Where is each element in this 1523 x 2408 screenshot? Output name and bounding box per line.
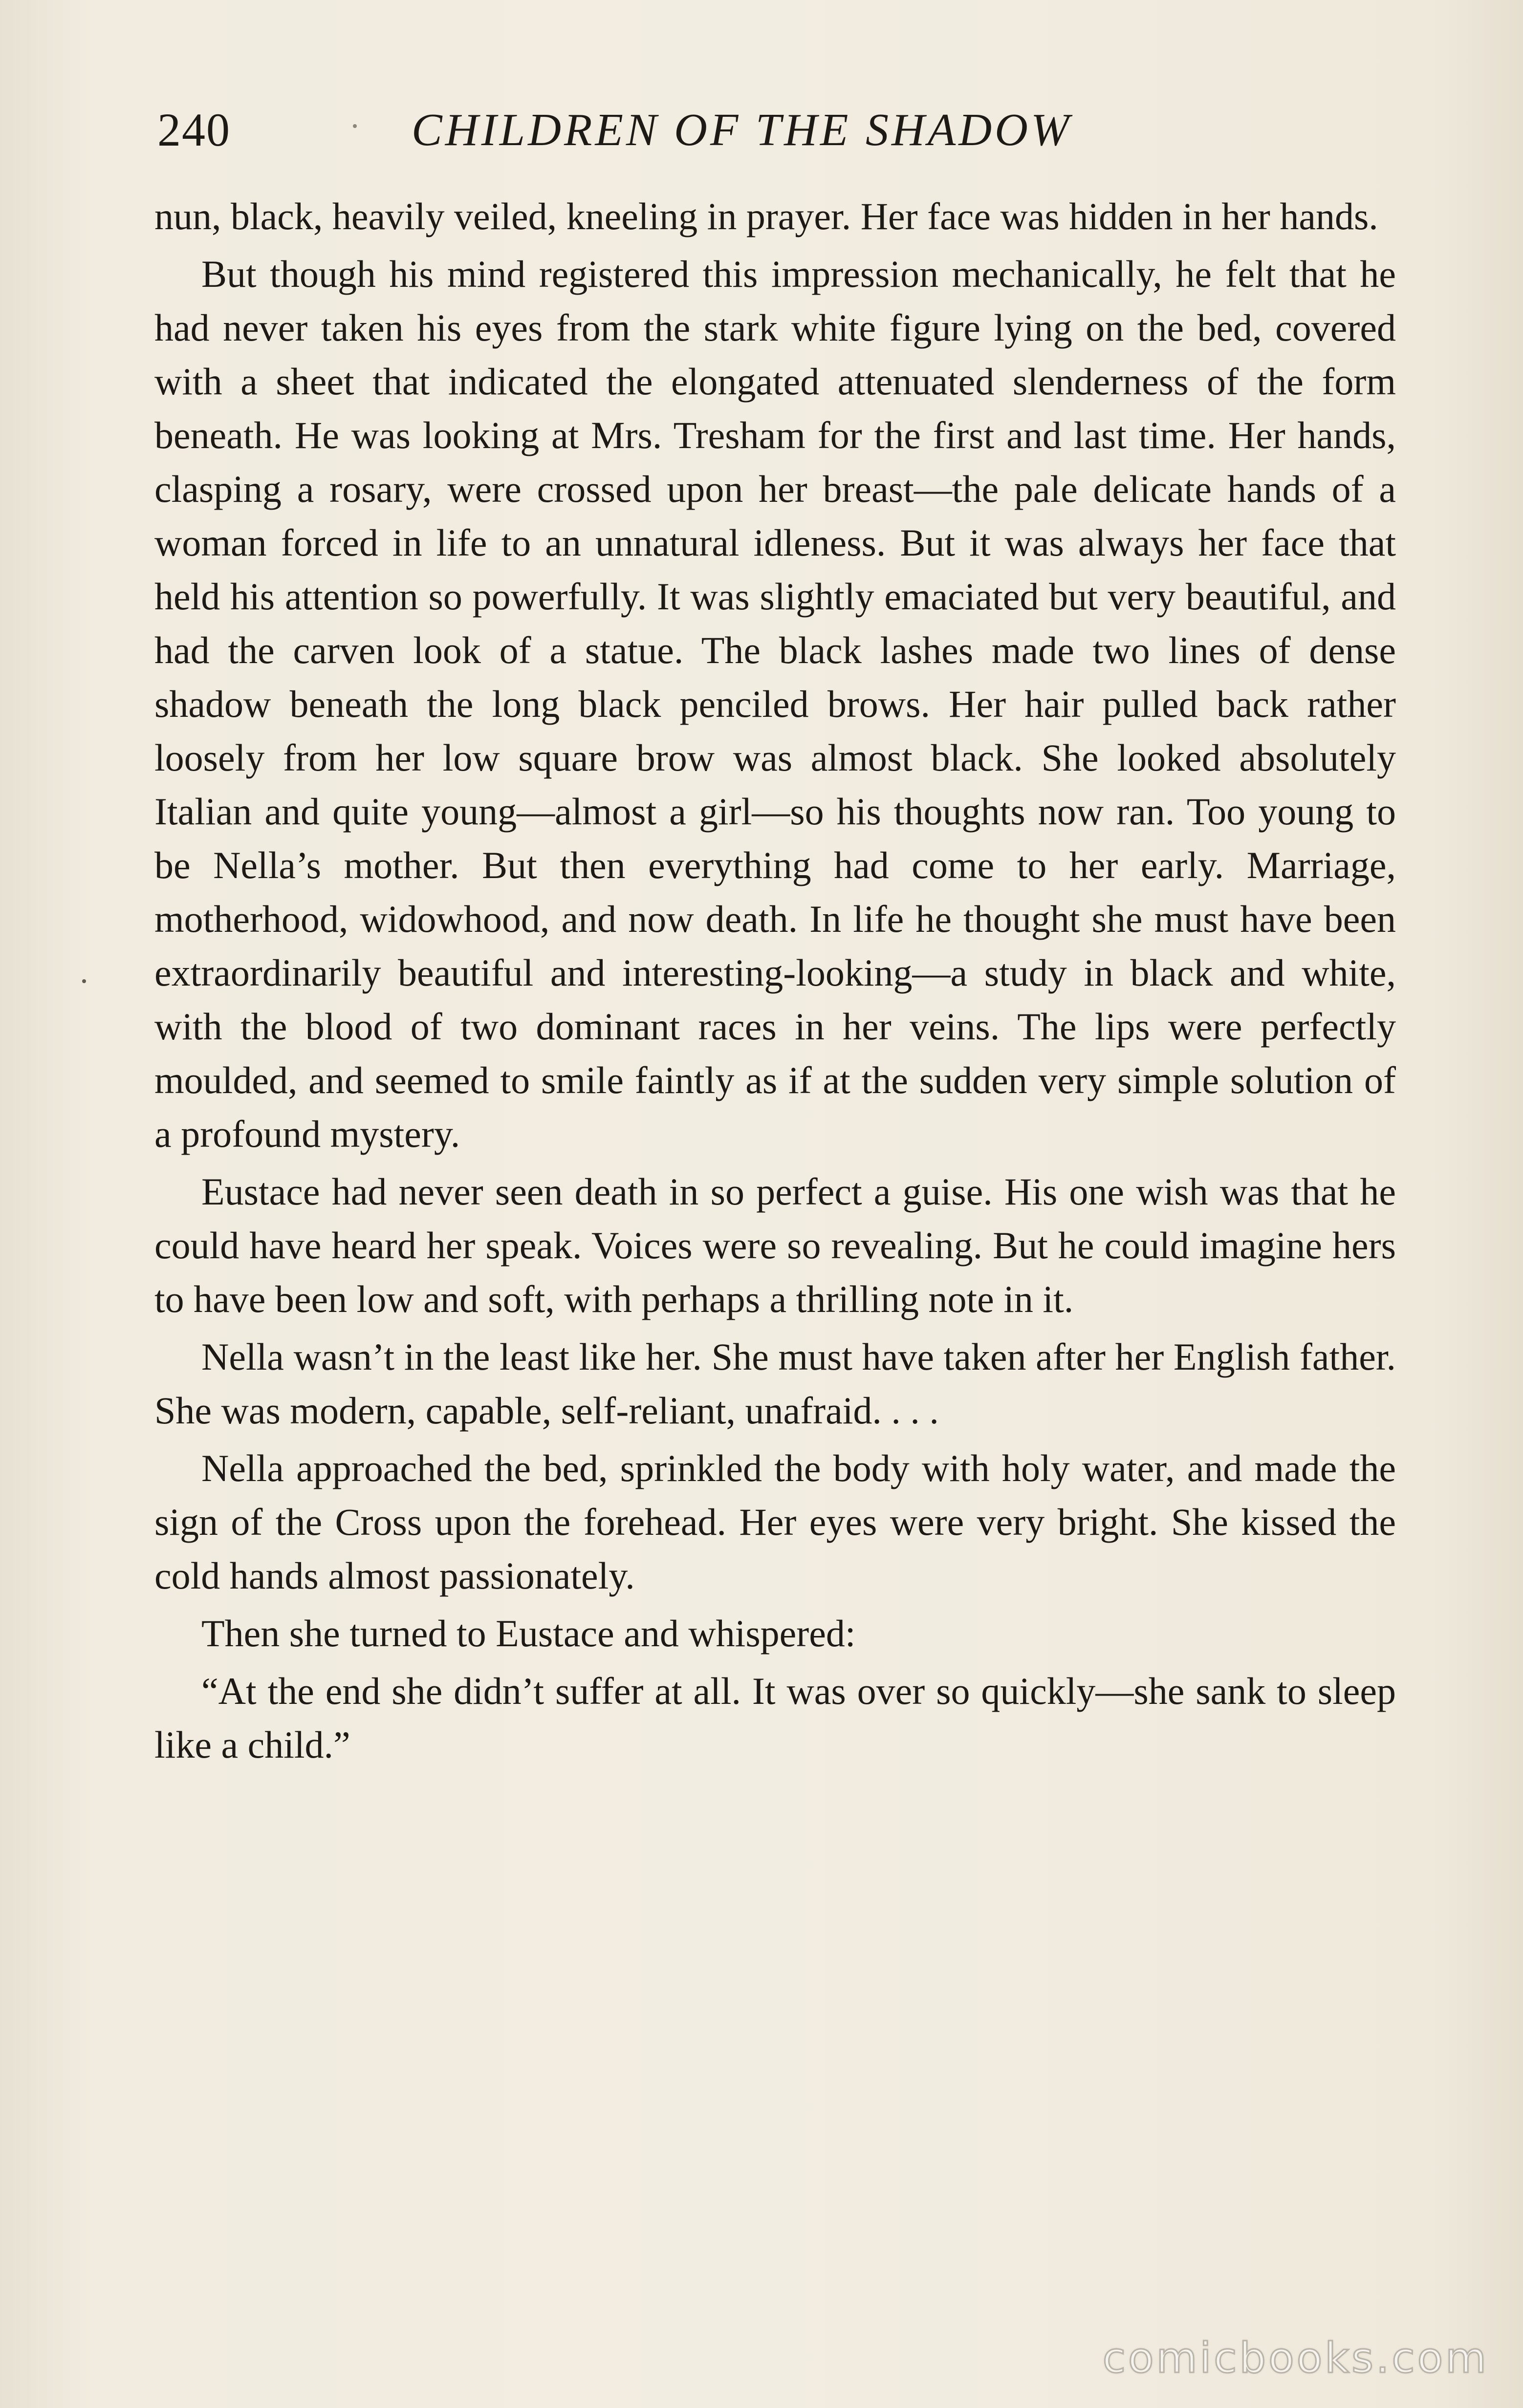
paragraph-2: But though his mind registered this impression mechanically, he felt that he had never taken his eyes from the stark white figure lying on the bed, covered with a sheet that indicated the elongated attenuated slenderness of the form beneath. He was looking at Mrs. Tresham for the first and last time. Her hands, clasping a rosary, were crossed upon her breast—the pale delicate hands of a woman forced in life to an unnatural idleness. But it was always her face that held his attention so powerfully. It was slightly emaciated but very beautiful, and had the carven look of a statue. The black lashes made two lines of dense shadow beneath the long black penciled brows. Her hair pulled back rather loosely from her low square brow was almost black. She looked absolutely Italian and quite young—almost a girl—so his thoughts now ran. Too young to be Nella’s mother. But then everything had come to her early. Marriage, motherhood, widowhood, and now death. In life he thought she must have been extraordinarily beautiful and interesting-looking—a study in black and white, with the blood of two dominant races in her veins. The lips were perfectly moulded, and seemed to smile faintly as if at the sudden very simple solution of a profound mystery. <box>154 253 1396 1155</box>
paragraph-1: nun, black, heavily veiled, kneeling in prayer. Her face was hidden in her hands. <box>154 195 1378 237</box>
paragraph-6: Then she turned to Eustace and whispered: <box>201 1612 856 1655</box>
paragraph-7: “At the end she didn’t suffer at all. It was over so quickly—she sank to sleep like a child.” <box>154 1670 1396 1766</box>
paragraph-4: Nella wasn’t in the least like her. She must have taken after her English father. She was modern, capable, self-reliant, unafraid. . . . <box>154 1335 1396 1432</box>
running-head: CHILDREN OF THE SHADOW <box>412 105 1072 155</box>
header-dot <box>353 124 357 128</box>
page-number: 240 <box>157 104 231 156</box>
body-text <box>154 190 1396 1776</box>
paragraph-3: Eustace had never seen death in so perfect a guise. His one wish was that he could have heard her speak. Voices were so revealing. But he could imagine hers to have been low and soft, with perhaps a thrilling note in it. <box>154 1170 1396 1320</box>
paragraph-5: Nella approached the bed, sprinkled the body with holy water, and made the sign of the Cross upon the forehead. Her eyes were very bright. She kissed the cold hands almost passionately. <box>154 1447 1396 1597</box>
page-speck <box>82 979 86 983</box>
page-header <box>157 96 1399 164</box>
watermark: comicbooks.com <box>1102 2334 1489 2383</box>
